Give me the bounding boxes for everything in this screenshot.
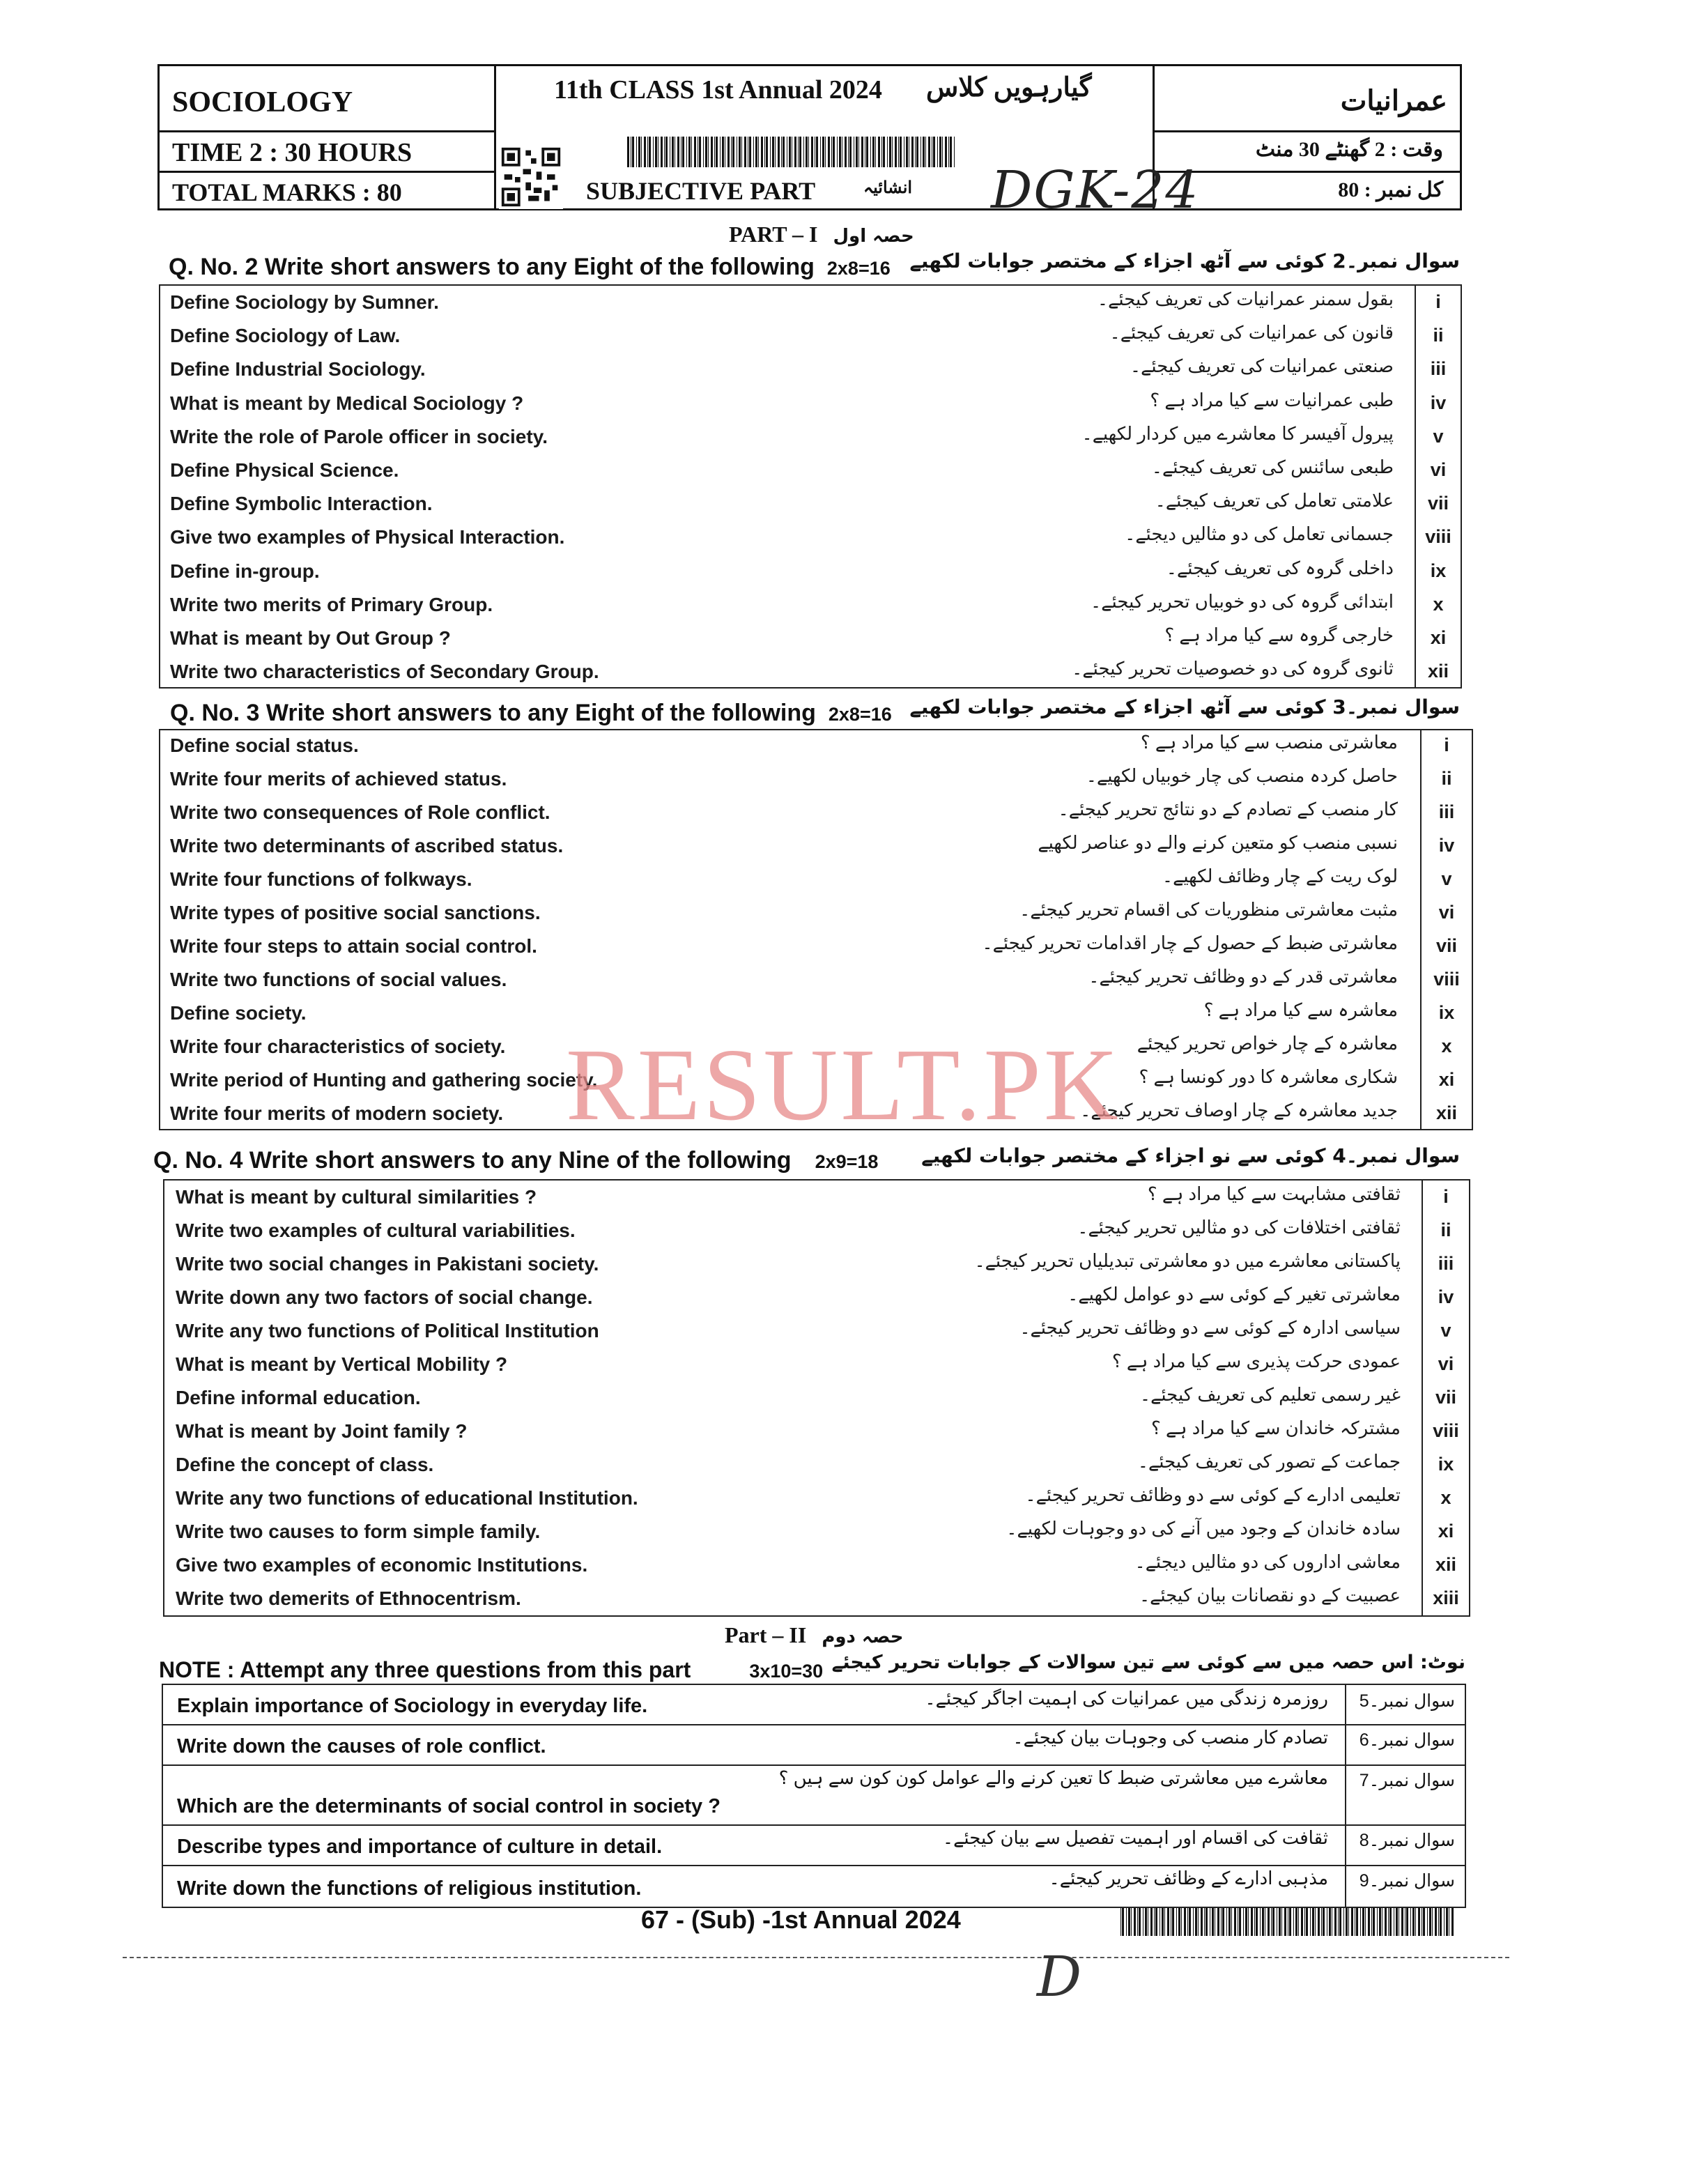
q3-item-english: Write types of positive social sanctions. (170, 902, 541, 923)
q3-item-number: vi (1438, 902, 1455, 923)
class-line: 11th CLASS 1st Annual 2024 (554, 75, 882, 105)
q3-item-urdu: نسبی منصب کو متعین کرنے والے دو عناصر لکھیے (1038, 832, 1398, 853)
q2-item-number: ix (1430, 560, 1447, 581)
q2-heading-urdu: سوال نمبر۔2 کوئی سے آٹھ اجزاء کے مختصر جوابات لکھیے (909, 249, 1460, 272)
q4-item-number: v (1440, 1320, 1451, 1341)
q2-question-box (159, 284, 1462, 689)
q4-item-number: ix (1438, 1454, 1454, 1475)
time-urdu: وقت : 2 گھنٹے 30 منٹ (1255, 138, 1443, 161)
q3-item-number: v (1441, 868, 1452, 889)
page-divider (123, 1957, 1509, 1958)
part2-row-divider (163, 1824, 1465, 1826)
q3-item-number: ii (1441, 768, 1452, 789)
time-english: TIME 2 : 30 HOURS (172, 138, 413, 167)
q4-item-english: What is meant by Joint family ? (176, 1420, 468, 1442)
subjective-part-label: SUBJECTIVE PART (586, 177, 816, 205)
q4-item-vi (164, 1349, 1469, 1383)
total-marks-english: TOTAL MARKS : 80 (172, 178, 402, 206)
q3-heading: Q. No. 3 Write short answers to any Eight of the following 2x8=16 (170, 700, 892, 726)
q2-item-english: Define Physical Science. (170, 459, 399, 481)
q3-item-number: vii (1435, 935, 1458, 956)
q4-item-iii (164, 1249, 1469, 1282)
q2-item-number: iii (1430, 358, 1447, 380)
q4-item-viii (164, 1416, 1469, 1449)
handwritten-mark: D (1037, 1944, 1082, 2009)
q3-item-iv (160, 831, 1472, 864)
q2-item-urdu: بقول سمنر عمرانیات کی تعریف کیجئے۔ (1097, 289, 1394, 309)
subject-english: SOCIOLOGY (172, 86, 353, 118)
q3-item-v (160, 864, 1472, 898)
q3-item-urdu: معاشرتی منصب سے کیا مراد ہے ؟ (1140, 732, 1398, 753)
q2-item-urdu: ثانوی گروہ کی دو خصوصیات تحریر کیجئے۔ (1072, 658, 1394, 679)
q2-item-urdu: خارجی گروہ سے کیا مراد ہے ؟ (1164, 624, 1394, 645)
q4-item-urdu: عمودی حرکت پذیری سے کیا مراد ہے ؟ (1111, 1351, 1401, 1371)
q2-item-urdu: طبی عمرانیات سے کیا مراد ہے ؟ (1150, 389, 1394, 410)
q4-heading: Q. No. 4 Write short answers to any Nine of the following 2x9=18 (153, 1147, 879, 1174)
q3-item-english: Write two determinants of ascribed status. (170, 835, 564, 856)
q2-item-urdu: پیرول آفیسر کا معاشرے میں کردار لکھیے۔ (1081, 422, 1394, 444)
q2-item-urdu: طبعی سائنس کی تعریف کیجئے۔ (1151, 456, 1394, 477)
q2-item-english: Define Sociology of Law. (170, 325, 401, 347)
q4-item-urdu: مشترکہ خاندان سے کیا مراد ہے ؟ (1151, 1417, 1401, 1438)
q2-item-urdu: جسمانی تعامل کی دو مثالیں دیجئے۔ (1125, 523, 1394, 545)
q4-item-number: i (1443, 1186, 1449, 1207)
q4-item-number: vi (1438, 1353, 1454, 1374)
q3-item-english: Write two functions of social values. (170, 969, 507, 990)
q4-item-urdu: ثقافتی اختلافات کی دو مثالیں تحریر کیجئے۔ (1077, 1217, 1401, 1238)
part2-question-english: Which are the determinants of social control in society ? (177, 1795, 721, 1817)
q4-item-x (164, 1483, 1469, 1516)
q4-item-urdu: پاکستانی معاشرے میں دو معاشرتی تبدیلیاں تحریر کیجئے۔ (974, 1250, 1401, 1271)
q2-item-urdu: قانون کی عمرانیات کی تعریف کیجئے۔ (1109, 322, 1394, 344)
class-urdu: گیارہویں کلاس (926, 73, 1092, 102)
q4-item-number: iv (1438, 1286, 1454, 1307)
q4-item-number: iii (1438, 1253, 1454, 1274)
barcode-bottom-icon (1120, 1908, 1455, 1936)
q2-item-english: Give two examples of Physical Interaction. (170, 526, 565, 548)
q2-item-xii (160, 656, 1461, 690)
q2-item-english: Define in-group. (170, 560, 320, 582)
q2-item-iii (160, 354, 1461, 387)
q4-item-english: Write any two functions of Political Institution (176, 1320, 599, 1341)
q2-item-english: Define Sociology by Sumner. (170, 291, 439, 313)
paper-code-footer: 67 - (Sub) -1st Annual 2024 (641, 1905, 961, 1934)
q2-item-english: Define Industrial Sociology. (170, 358, 426, 380)
q4-item-english: What is meant by cultural similarities ? (176, 1186, 537, 1208)
total-marks-urdu: کل نمبر : 80 (1338, 178, 1443, 201)
part2-question-english: Write down the causes of role conflict. (177, 1735, 546, 1758)
part2-note-urdu: نوٹ: اس حصہ میں سے کوئی سے تین سوالات کے جوابات تحریر کیجئے (831, 1652, 1465, 1673)
q4-item-xii (164, 1550, 1469, 1583)
q4-item-xiii (164, 1583, 1469, 1617)
q3-item-vii (160, 931, 1472, 964)
q2-item-ix (160, 556, 1461, 590)
q4-item-urdu: عصبیت کے دو نقصانات بیان کیجئے۔ (1139, 1585, 1401, 1606)
q2-item-number: xii (1427, 661, 1449, 682)
q4-item-urdu: ثقافتی مشابہت سے کیا مراد ہے ؟ (1147, 1183, 1401, 1204)
q2-item-number: v (1433, 425, 1444, 447)
q4-heading-urdu: سوال نمبر۔4 کوئی سے نو اجزاء کے مختصر جوابات لکھیے (921, 1144, 1460, 1167)
part2-question-number: سوال نمبر۔8 (1359, 1831, 1455, 1850)
q3-item-english: Define social status. (170, 735, 359, 756)
q2-item-xi (160, 623, 1461, 656)
q3-item-urdu: لوک ریت کے چار وظائف لکھیے۔ (1162, 866, 1398, 886)
q2-item-number: ii (1433, 325, 1444, 346)
q4-item-number: vii (1435, 1387, 1457, 1408)
q2-item-number: vi (1430, 459, 1447, 480)
q2-item-iv (160, 388, 1461, 422)
q2-item-number: x (1433, 593, 1444, 615)
q2-item-vii (160, 489, 1461, 522)
q3-item-english: Write four functions of folkways. (170, 868, 472, 890)
q3-item-english: Write two consequences of Role conflict. (170, 801, 550, 823)
q2-item-urdu: صنعتی عمرانیات کی تعریف کیجئے۔ (1130, 355, 1394, 377)
part2-question-number: سوال نمبر۔7 (1359, 1771, 1455, 1790)
q4-item-ii (164, 1215, 1469, 1249)
q4-item-english: Write any two functions of educational Institution. (176, 1487, 638, 1509)
part2-title: Part – II حصہ دوم (725, 1622, 904, 1647)
q4-item-english: What is meant by Vertical Mobility ? (176, 1353, 508, 1375)
q3-item-number: iii (1438, 801, 1455, 822)
q3-item-number: ix (1438, 1002, 1455, 1023)
q4-item-i (164, 1182, 1469, 1215)
part2-question-number: سوال نمبر۔5 (1359, 1691, 1455, 1711)
q3-item-iii (160, 797, 1472, 831)
q4-item-english: Define informal education. (176, 1387, 421, 1408)
q3-item-urdu: مثبت معاشرتی منظوریات کی اقسام تحریر کیجئے۔ (1019, 899, 1398, 920)
q3-item-number: iv (1438, 835, 1455, 856)
q3-item-number: i (1444, 735, 1449, 755)
q4-item-vii (164, 1383, 1469, 1416)
part2-question-number: سوال نمبر۔9 (1359, 1871, 1455, 1891)
q4-item-urdu: تعلیمی ادارے کے کوئی سے دو وظائف تحریر کیجئے۔ (1025, 1484, 1401, 1505)
q4-item-english: Write down any two factors of social change. (176, 1286, 593, 1308)
part1-title: PART – I حصہ اول (729, 222, 914, 247)
q4-item-number: x (1440, 1487, 1451, 1508)
q4-item-number: xi (1438, 1521, 1454, 1541)
q3-item-english: Write four merits of achieved status. (170, 768, 507, 790)
q3-heading-urdu: سوال نمبر۔3 کوئی سے آٹھ اجزاء کے مختصر جوابات لکھیے (909, 695, 1460, 718)
q4-item-v (164, 1316, 1469, 1349)
q2-item-urdu: داخلی گروہ کی تعریف کیجئے۔ (1166, 557, 1394, 578)
q4-item-english: Write two causes to form simple family. (176, 1521, 541, 1542)
part2-question-urdu: مذہبی ادارے کے وظائف تحریر کیجئے۔ (1049, 1868, 1328, 1889)
q4-item-english: Write two social changes in Pakistani society. (176, 1253, 599, 1275)
q2-item-ii (160, 321, 1461, 354)
handwritten-center-code: DGK-24 (991, 160, 1200, 220)
part2-row-divider (163, 1764, 1465, 1766)
q2-item-urdu: علامتی تعامل کی تعریف کیجئے۔ (1155, 490, 1394, 512)
q3-item-vi (160, 898, 1472, 931)
part2-row-divider (163, 1865, 1465, 1866)
part2-row-divider (163, 1724, 1465, 1725)
q4-item-ix (164, 1449, 1469, 1483)
q3-item-urdu: معاشرتی قدر کے دو وظائف تحریر کیجئے۔ (1088, 966, 1398, 987)
q4-item-number: xii (1435, 1554, 1457, 1575)
part2-question-urdu: ثقافت کی اقسام اور اہمیت تفصیل سے بیان کیجئے۔ (942, 1827, 1328, 1848)
q4-item-number: viii (1433, 1420, 1459, 1441)
q3-item-number: xi (1438, 1069, 1455, 1090)
part2-question-english: Describe types and importance of culture in detail. (177, 1836, 663, 1858)
q2-item-english: What is meant by Out Group ? (170, 627, 451, 649)
q4-item-urdu: سادہ خاندان کے وجود میں آنے کی دو وجوہات لکھیے۔ (1006, 1518, 1401, 1539)
q2-item-viii (160, 522, 1461, 555)
q2-item-english: What is meant by Medical Sociology ? (170, 392, 524, 414)
result-pk-watermark: RESULT.PK (566, 1028, 1121, 1142)
part2-question-urdu: تصادم کار منصب کی وجوہات بیان کیجئے۔ (1012, 1727, 1328, 1748)
q3-item-urdu: حاصل کردہ منصب کی چار خوبیاں لکھیے۔ (1086, 765, 1398, 786)
q4-item-xi (164, 1516, 1469, 1550)
q3-item-english: Write four characteristics of society. (170, 1036, 506, 1057)
q2-item-v (160, 422, 1461, 455)
q2-item-english: Define Symbolic Interaction. (170, 493, 433, 515)
q3-item-urdu: معاشرہ کے چار خواص تحریر کیجئے (1137, 1033, 1398, 1054)
q2-item-number: i (1435, 291, 1441, 312)
q3-item-english: Define society. (170, 1002, 307, 1024)
q3-item-urdu: کار منصب کے تصادم کے دو نتائج تحریر کیجئے۔ (1058, 799, 1398, 820)
q3-item-urdu: معاشرتی ضبط کے حصول کے چار اقدامات تحریر کیجئے۔ (982, 932, 1398, 953)
q4-item-urdu: غیر رسمی تعلیم کی تعریف کیجئے۔ (1139, 1384, 1401, 1405)
q4-question-box (163, 1179, 1470, 1617)
part2-question-number: سوال نمبر۔6 (1359, 1730, 1455, 1750)
q2-item-english: Write two merits of Primary Group. (170, 593, 493, 615)
part2-question-english: Explain importance of Sociology in everyday life. (177, 1695, 648, 1717)
q4-item-urdu: معاشی اداروں کی دو مثالیں دیجئے۔ (1134, 1551, 1401, 1572)
q3-item-english: Write period of Hunting and gathering society. (170, 1069, 598, 1091)
q4-item-number: xiii (1433, 1587, 1459, 1608)
q4-item-english: Write two demerits of Ethnocentrism. (176, 1587, 521, 1609)
q2-item-i (160, 287, 1461, 321)
q4-item-urdu: سیاسی ادارہ کے کوئی سے دو وظائف تحریر کیجئے۔ (1019, 1317, 1401, 1338)
q3-item-i (160, 730, 1472, 764)
q2-item-number: vii (1427, 493, 1449, 514)
q3-item-english: Write four steps to attain social control. (170, 935, 537, 957)
q3-item-viii (160, 964, 1472, 998)
q4-item-urdu: معاشرتی تغیر کے کوئی سے دو عوامل لکھیے۔ (1068, 1284, 1401, 1305)
subject-urdu: عمرانیات (1340, 85, 1447, 116)
qr-code-icon (498, 145, 564, 209)
part2-question-english: Write down the functions of religious institution. (177, 1877, 642, 1900)
q2-item-vi (160, 455, 1461, 489)
q3-item-urdu: شکاری معاشرہ کا دور کونسا ہے ؟ (1139, 1066, 1398, 1087)
q2-item-urdu: ابتدائی گروہ کی دو خوبیاں تحریر کیجئے۔ (1091, 590, 1394, 612)
q3-item-ii (160, 764, 1472, 797)
q3-item-urdu: معاشرہ سے کیا مراد ہے ؟ (1203, 999, 1398, 1020)
part2-question-urdu: معاشرے میں معاشرتی ضبط کا تعین کرنے والے عوامل کون کون سے ہیں ؟ (778, 1767, 1328, 1788)
q3-item-number: x (1441, 1036, 1452, 1056)
q4-item-english: Define the concept of class. (176, 1454, 434, 1475)
part2-question-box (162, 1684, 1466, 1908)
q2-item-number: iv (1430, 392, 1447, 413)
q2-heading: Q. No. 2 Write short answers to any Eight of the following 2x8=16 (169, 254, 891, 280)
q2-item-number: viii (1425, 526, 1451, 548)
q4-item-number: ii (1440, 1220, 1451, 1240)
q4-item-english: Give two examples of economic Institutions. (176, 1554, 588, 1576)
barcode-top-icon (627, 137, 955, 167)
part2-note: NOTE : Attempt any three questions from this part 3x10=30 (159, 1657, 824, 1682)
q3-item-number: xii (1435, 1102, 1458, 1123)
q3-item-number: viii (1433, 969, 1460, 990)
q4-item-iv (164, 1282, 1469, 1316)
subjective-part-urdu: انشائیہ (863, 179, 913, 197)
q3-item-english: Write four merits of modern society. (170, 1102, 504, 1124)
q3-item-urdu: جدید معاشرہ کے چار اوصاف تحریر کیجئے۔ (1080, 1100, 1398, 1121)
q2-item-english: Write the role of Parole officer in society. (170, 425, 548, 447)
q4-item-english: Write two examples of cultural variabilities. (176, 1220, 576, 1241)
q2-item-english: Write two characteristics of Secondary Group. (170, 661, 599, 683)
q2-item-x (160, 590, 1461, 623)
part2-question-urdu: روزمرہ زندگی میں عمرانیات کی اہمیت اجاگر کیجئے۔ (925, 1688, 1328, 1709)
q4-item-urdu: جماعت کے تصور کی تعریف کیجئے۔ (1137, 1451, 1401, 1472)
q2-item-number: xi (1430, 627, 1447, 648)
